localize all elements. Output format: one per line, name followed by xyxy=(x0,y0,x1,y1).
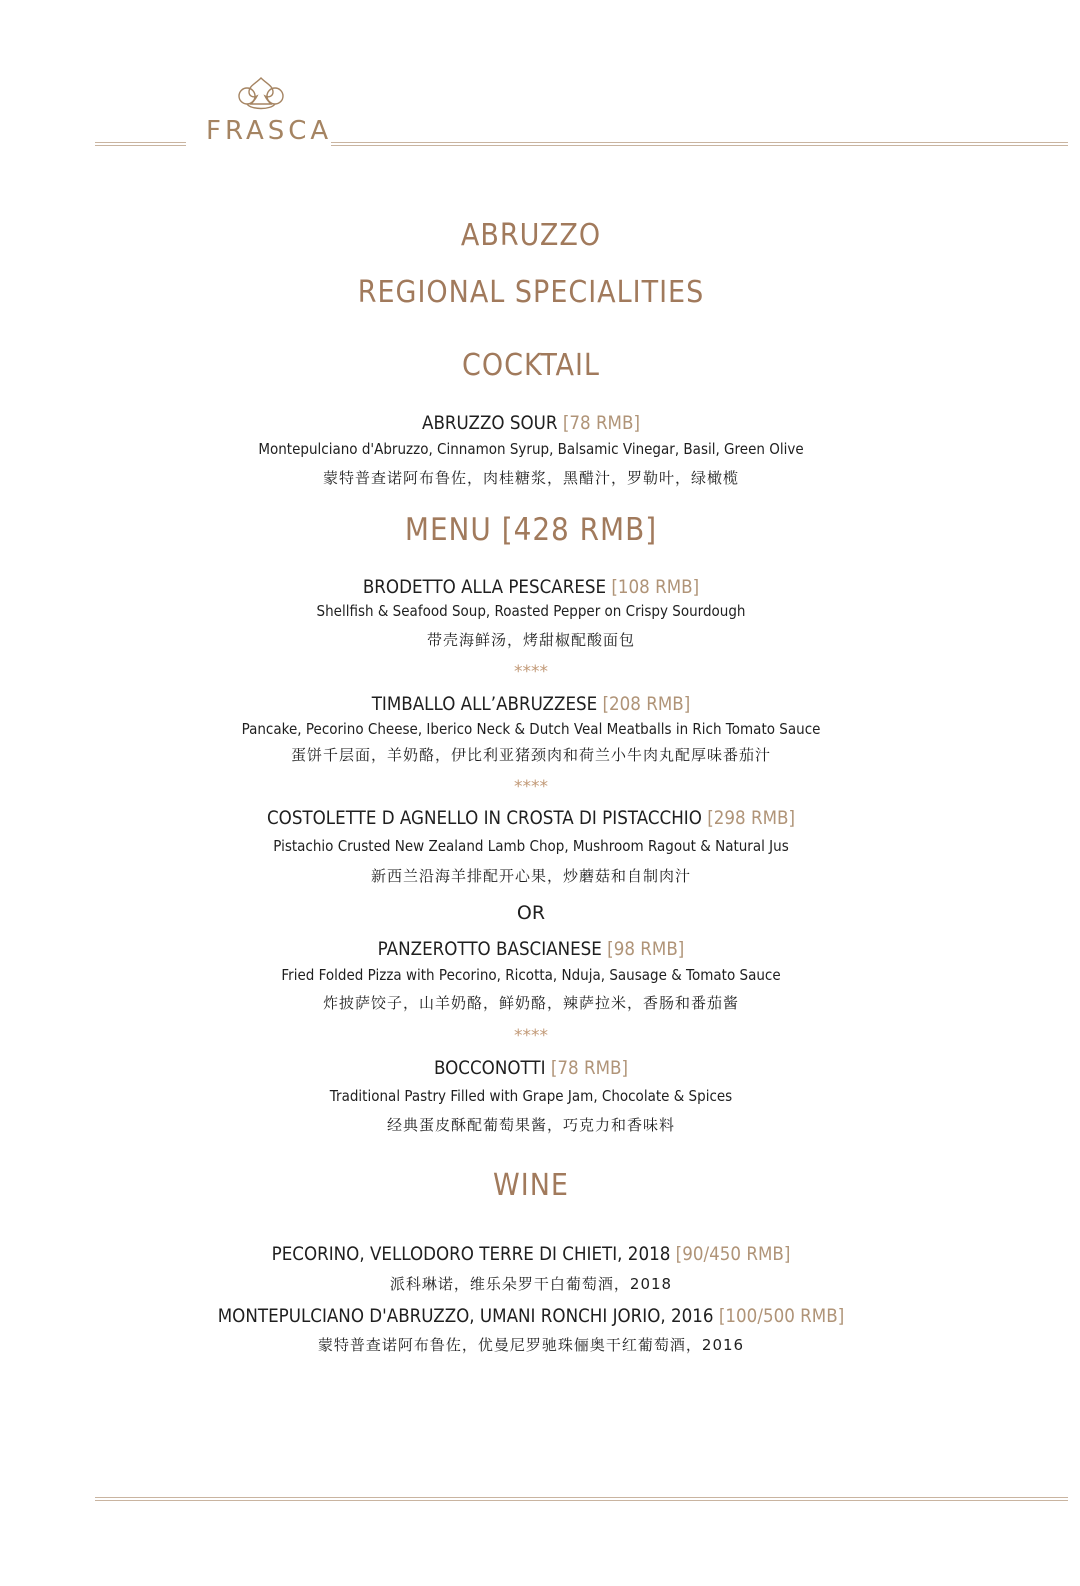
menu-item-zh: 带壳海鲜汤，烤甜椒配酸面包 xyxy=(426,631,635,649)
item-price: [100/500 RMB] xyxy=(718,1305,845,1327)
wine-section-title: WINE xyxy=(493,1168,569,1203)
item-title: COSTOLETTE D AGNELLO IN CROSTA DI PISTACCHIO xyxy=(266,807,702,829)
item-price: [90/450 RMB] xyxy=(675,1243,791,1265)
item-price: [78 RMB] xyxy=(550,1057,629,1079)
item-title: MONTEPULCIANO D'ABRUZZO, UMANI RONCHI JORIO, 2016 xyxy=(217,1305,714,1327)
spade-emblem-icon xyxy=(235,76,287,112)
menu-item-zh: 蛋饼千层面，羊奶酪，伊比利亚猪颈肉和荷兰小牛肉丸配厚味番茄汁 xyxy=(290,746,771,764)
menu-item-desc: Shellfish & Seafood Soup, Roasted Pepper on Crispy Sourdough xyxy=(316,602,746,620)
cocktail-item-desc: Montepulciano d'Abruzzo, Cinnamon Syrup, Balsamic Vinegar, Basil, Green Olive xyxy=(258,440,804,458)
item-title: PECORINO, VELLODORO TERRE DI CHIETI, 2018 xyxy=(271,1243,671,1265)
header-rule-left xyxy=(95,142,186,146)
menu-item-desc: Pancake, Pecorino Cheese, Iberico Neck & Dutch Veal Meatballs in Rich Tomato Sauce xyxy=(241,720,821,738)
menu-item-zh: 炸披萨饺子，山羊奶酪，鲜奶酪，辣萨拉米，香肠和番茄酱 xyxy=(322,994,739,1012)
brand-logo xyxy=(206,76,333,146)
item-title: PANZEROTTO BASCIANESE xyxy=(377,938,602,960)
menu-item-desc: Fried Folded Pizza with Pecorino, Ricotta, Nduja, Sausage & Tomato Sauce xyxy=(281,966,781,984)
region-title: ABRUZZO xyxy=(460,218,602,253)
region-subtitle: REGIONAL SPECIALITIES xyxy=(357,275,705,310)
item-title: BRODETTO ALLA PESCARESE xyxy=(362,576,607,598)
item-title: BOCCONOTTI xyxy=(433,1057,546,1079)
menu-section-title: MENU [428 RMB] xyxy=(404,512,658,548)
course-separator: **** xyxy=(514,1026,548,1046)
menu-item-name xyxy=(64,576,999,598)
menu-item-zh: 经典蛋皮酥配葡萄果酱，巧克力和香味料 xyxy=(386,1116,675,1134)
course-separator: **** xyxy=(514,662,548,682)
item-price: [98 RMB] xyxy=(607,938,685,960)
item-price: [78 RMB] xyxy=(562,412,640,434)
brand-name: FRASCA xyxy=(206,116,333,146)
item-price: [208 RMB] xyxy=(602,693,691,715)
wine-item-name xyxy=(64,1243,999,1265)
course-separator: **** xyxy=(514,777,548,797)
wine-item-zh: 蒙特普查诺阿布鲁佐，优曼尼罗驰珠俪奥干红葡萄酒，2016 xyxy=(317,1336,745,1354)
cocktail-section-title: COCKTAIL xyxy=(462,348,600,383)
footer-rule xyxy=(95,1497,1068,1501)
wine-item-name xyxy=(64,1305,999,1327)
menu-item-name xyxy=(64,807,999,829)
menu-item-name xyxy=(64,938,999,960)
item-price: [298 RMB] xyxy=(707,807,795,829)
cocktail-item-name xyxy=(64,412,999,434)
menu-item-desc: Traditional Pastry Filled with Grape Jam, Chocolate & Spices xyxy=(329,1087,733,1105)
menu-item-desc: Pistachio Crusted New Zealand Lamb Chop, Mushroom Ragout & Natural Jus xyxy=(273,837,789,855)
item-title: ABRUZZO SOUR xyxy=(422,412,558,434)
or-divider: OR xyxy=(516,902,546,924)
header-rule-right xyxy=(331,142,1068,146)
menu-item-name xyxy=(64,693,999,715)
menu-item-name xyxy=(64,1057,999,1079)
item-title: TIMBALLO ALL’ABRUZZESE xyxy=(371,693,598,715)
wine-item-zh: 派科琳诺，维乐朵罗干白葡萄酒，2018 xyxy=(389,1275,673,1293)
item-price: [108 RMB] xyxy=(611,576,700,598)
cocktail-item-zh: 蒙特普查诺阿布鲁佐，肉桂糖浆，黑醋汁，罗勒叶，绿橄榄 xyxy=(322,469,739,487)
menu-item-zh: 新西兰沿海羊排配开心果，炒蘑菇和自制肉汁 xyxy=(370,867,691,885)
